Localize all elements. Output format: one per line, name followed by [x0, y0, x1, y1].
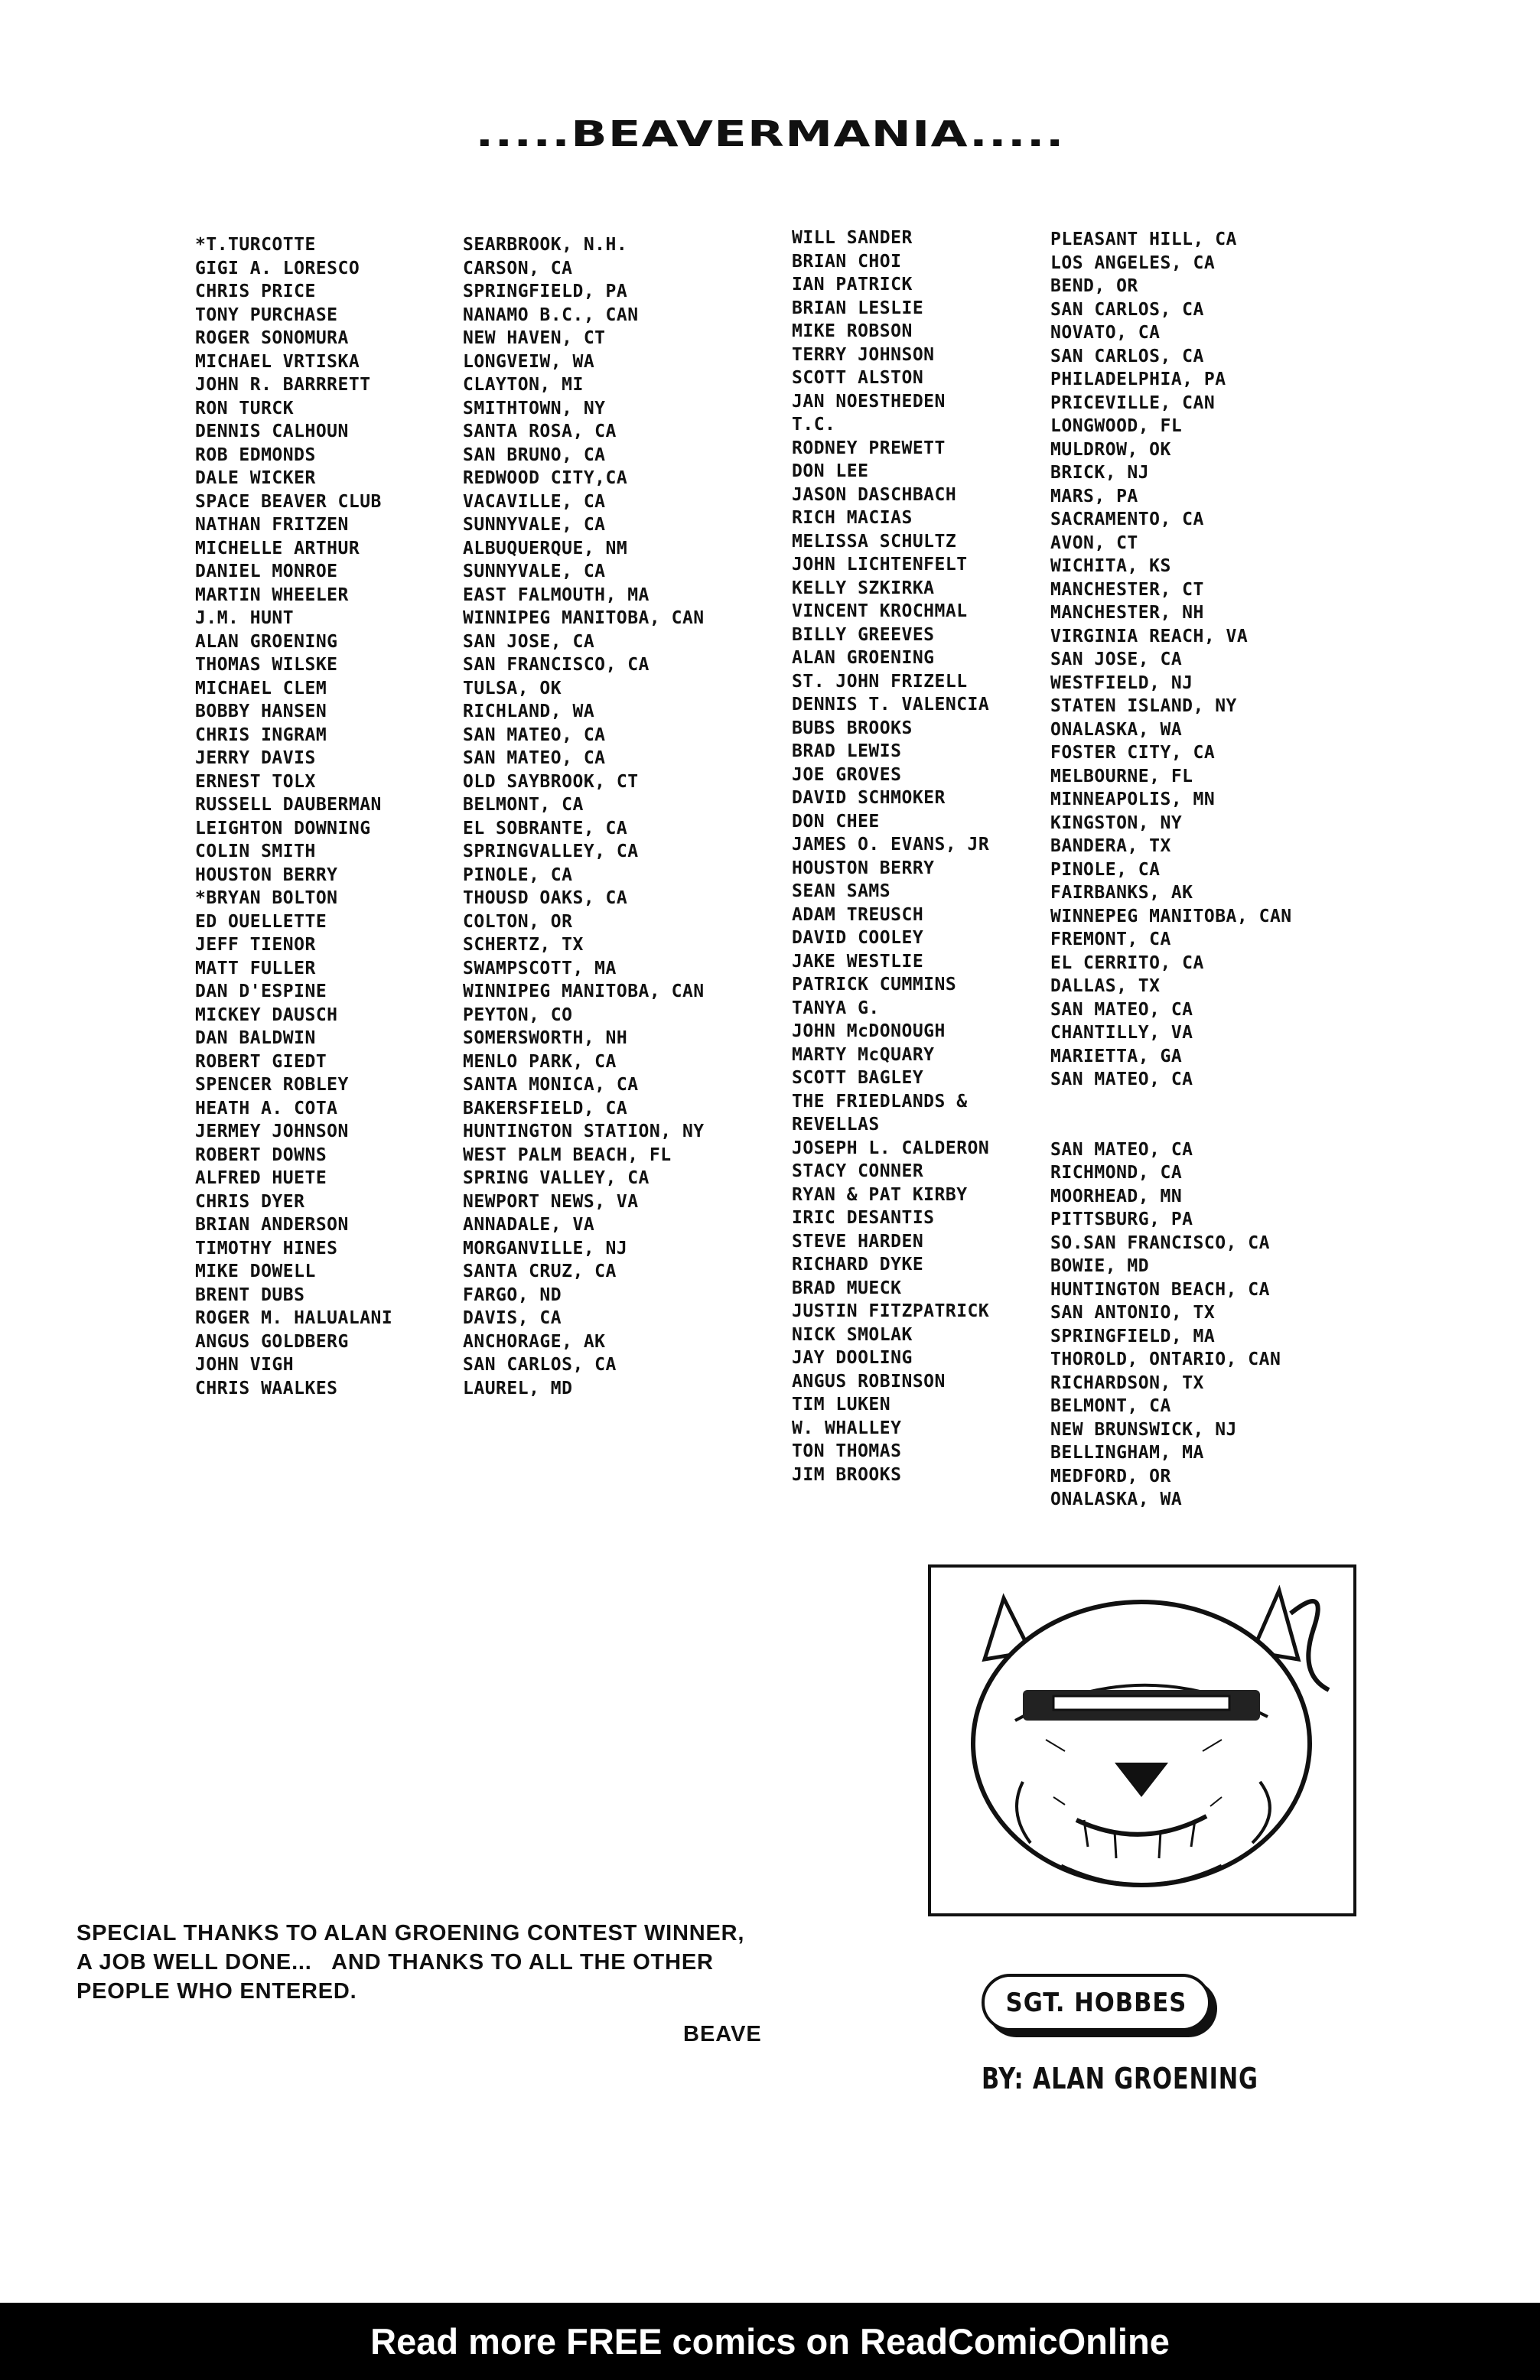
contestant-location: SANTA MONICA, CA: [463, 1075, 639, 1095]
contestant-location: THOUSD OAKS, CA: [463, 888, 628, 908]
contestant-location: SAN MATEO, CA: [463, 724, 606, 745]
contestant-name: RUSSELL DAUBERMAN: [195, 795, 382, 815]
contestant-location: WEST PALM BEACH, FL: [463, 1144, 672, 1165]
thanks-line: SPECIAL THANKS TO ALAN GROENING CONTEST WINNER,: [77, 1921, 745, 1945]
contestant-location: MOORHEAD, MN: [1050, 1186, 1183, 1206]
contestant-location: CHANTILLY, VA: [1050, 1023, 1193, 1043]
contestant-location: ALBUQUERQUE, NM: [463, 538, 628, 558]
contestant-location: CLAYTON, MI: [463, 375, 584, 395]
contestant-location: TULSA, OK: [463, 678, 562, 698]
contestant-name: JAY DOOLING: [792, 1348, 913, 1368]
contestant-name: DAN D'ESPINE: [195, 982, 327, 1001]
contestant-location: RICHARDSON, TX: [1050, 1372, 1204, 1393]
contestant-name: MIKE DOWELL: [195, 1262, 316, 1281]
contestant-location: SAN JOSE, CA: [463, 631, 595, 652]
contestant-location: KINGSTON, NY: [1050, 812, 1183, 833]
contestant-name: ST. JOHN FRIZELL: [792, 671, 968, 692]
contestant-name: CHRIS INGRAM: [195, 724, 327, 745]
contestant-name: KELLY SZKIRKA: [792, 578, 935, 598]
contestant-name: DON LEE: [792, 461, 869, 481]
contestant-name: TIM LUKEN: [792, 1395, 891, 1415]
page-title: .....BEAVERMANIA.....: [475, 113, 1065, 155]
contestant-location: FREMONT, CA: [1050, 930, 1171, 949]
contestant-location: WINNIPEG MANITOBA, CAN: [463, 608, 705, 628]
contestant-location: SAN CARLOS, CA: [1050, 346, 1204, 366]
contestant-name: CHRIS PRICE: [195, 282, 316, 301]
contestant-name: JOE GROVES: [792, 764, 902, 785]
contestant-location: [1050, 1092, 1292, 1115]
contestant-name: ROGER M. HALUALANI: [195, 1308, 393, 1328]
contestant-name: ANGUS GOLDBERG: [195, 1331, 349, 1352]
contestant-name: VINCENT KROCHMAL: [792, 601, 968, 621]
contestant-name: JERRY DAVIS: [195, 748, 316, 768]
contestant-location: SPRINGVALLEY, CA: [463, 842, 639, 861]
contestant-location: EAST FALMOUTH, MA: [463, 584, 650, 605]
contestant-location: BANDERA, TX: [1050, 836, 1171, 856]
contestant-location: MINNEAPOLIS, MN: [1050, 790, 1216, 809]
contestant-location: NEW BRUNSWICK, NJ: [1050, 1419, 1237, 1440]
contestant-location: DALLAS, TX: [1050, 976, 1161, 996]
contestant-name: IAN PATRICK: [792, 275, 913, 295]
contestant-name: REVELLAS: [792, 1115, 880, 1135]
contestant-name: BOBBY HANSEN: [195, 702, 327, 721]
contestant-name: JUSTIN FITZPATRICK: [792, 1301, 990, 1321]
contestant-location: VACAVILLE, CA: [463, 491, 606, 512]
contestant-name: DALE WICKER: [195, 468, 316, 488]
contestant-location: PITTSBURG, PA: [1050, 1210, 1193, 1229]
contestant-name: HOUSTON BERRY: [792, 858, 935, 878]
contestant-location: FARGO, ND: [463, 1284, 562, 1305]
contestant-name: BRAD LEWIS: [792, 741, 902, 761]
contestant-name: STEVE HARDEN: [792, 1231, 924, 1252]
contestant-name: IRIC DESANTIS: [792, 1208, 935, 1228]
contestant-location: SPRING VALLEY, CA: [463, 1168, 650, 1188]
contestant-name: CHRIS DYER: [195, 1191, 305, 1212]
contestant-name: TON THOMAS: [792, 1441, 902, 1461]
contestant-location: HUNTINGTON BEACH, CA: [1050, 1279, 1270, 1300]
contestant-name: JAMES O. EVANS, JR: [792, 835, 990, 855]
contestant-location: ONALASKA, WA: [1050, 1490, 1183, 1509]
thanks-line: A JOB WELL DONE... AND THANKS TO ALL THE OTHER: [77, 1950, 714, 1975]
names-column-left: [195, 233, 392, 1400]
contestant-location: STATEN ISLAND, NY: [1050, 696, 1237, 716]
contestant-location: WINNIPEG MANITOBA, CAN: [463, 982, 705, 1001]
contestant-location: ONALASKA, WA: [1050, 719, 1183, 740]
contestant-location: MARS, PA: [1050, 486, 1138, 506]
contestant-location: MEDFORD, OR: [1050, 1466, 1171, 1486]
contestant-location: SAN FRANCISCO, CA: [463, 655, 650, 675]
contestant-location: FOSTER CITY, CA: [1050, 743, 1216, 763]
contestant-location: SANTA ROSA, CA: [463, 422, 617, 441]
contestant-location: MORGANVILLE, NJ: [463, 1238, 628, 1258]
contestant-location: LONGVEIW, WA: [463, 351, 595, 372]
contestant-name: ED OUELLETTE: [195, 911, 327, 932]
contestant-name: BRENT DUBS: [195, 1284, 305, 1305]
contestant-location: EL SOBRANTE, CA: [463, 818, 628, 838]
contestant-name: MIKE ROBSON: [792, 321, 913, 341]
contestant-name: RYAN & PAT KIRBY: [792, 1184, 968, 1205]
contestant-location: NOVATO, CA: [1050, 323, 1161, 343]
contestant-name: ROBERT GIEDT: [195, 1051, 327, 1072]
contestant-location: WINNEPEG MANITOBA, CAN: [1050, 906, 1292, 926]
contestant-name: TONY PURCHASE: [195, 304, 338, 325]
contestant-name: *BRYAN BOLTON: [195, 888, 338, 908]
contestant-name: RODNEY PREWETT: [792, 438, 946, 458]
contestant-location: LONGWOOD, FL: [1050, 416, 1183, 436]
contestant-location: BELLINGHAM, MA: [1050, 1443, 1204, 1463]
contestant-name: HOUSTON BERRY: [195, 864, 338, 885]
contestant-name: WILL SANDER: [792, 228, 913, 248]
contestant-location: [1050, 1115, 1292, 1138]
contestant-location: THOROLD, ONTARIO, CAN: [1050, 1350, 1281, 1369]
contestant-location: SMITHTOWN, NY: [463, 398, 606, 418]
contestant-location: REDWOOD CITY,CA: [463, 468, 628, 488]
contestant-name: MELISSA SCHULTZ: [792, 531, 957, 552]
contestant-location: RICHMOND, CA: [1050, 1163, 1183, 1183]
names-column-right: [792, 226, 989, 1486]
contestant-name: ANGUS ROBINSON: [792, 1371, 946, 1392]
contestant-location: SWAMPSCOTT, MA: [463, 958, 617, 978]
contestant-name: CHRIS WAALKES: [195, 1378, 338, 1398]
contestant-location: PEYTON, CO: [463, 1004, 573, 1025]
contestant-name: J.M. HUNT: [195, 608, 295, 628]
contestant-location: BELMONT, CA: [1050, 1396, 1171, 1416]
contestant-location: PLEASANT HILL, CA: [1050, 230, 1237, 249]
contestant-location: MANCHESTER, CT: [1050, 579, 1204, 600]
contestant-location: BAKERSFIELD, CA: [463, 1098, 628, 1118]
contestant-location: SAN MATEO, CA: [1050, 1070, 1193, 1089]
contestant-location: MENLO PARK, CA: [463, 1051, 617, 1072]
contestant-location: SAN CARLOS, CA: [463, 1355, 617, 1375]
contestant-location: SUNNYVALE, CA: [463, 562, 606, 581]
contestant-name: THE FRIEDLANDS &: [792, 1091, 968, 1112]
contestant-name: JOHN VIGH: [195, 1355, 295, 1375]
sgt-hobbes-illustration: [928, 1564, 1356, 1916]
contestant-name: NATHAN FRITZEN: [195, 515, 349, 535]
contestant-location: BEND, OR: [1050, 276, 1138, 296]
beaver-face-drawing: [931, 1568, 1353, 1913]
contestant-location: MARIETTA, GA: [1050, 1046, 1183, 1066]
contestant-location: PRICEVILLE, CAN: [1050, 392, 1216, 413]
contestant-location: OLD SAYBROOK, CT: [463, 771, 639, 792]
contestant-name: ROBERT DOWNS: [195, 1144, 327, 1165]
contestant-location: MELBOURNE, FL: [1050, 766, 1193, 786]
contestant-name: ALAN GROENING: [195, 631, 338, 652]
special-thanks-note: [77, 1919, 918, 2006]
contestant-location: BELMONT, CA: [463, 795, 584, 815]
contestant-location: SEARBROOK, N.H.: [463, 235, 628, 255]
contestant-name: ALAN GROENING: [792, 648, 935, 668]
contestant-name: MATT FULLER: [195, 958, 316, 978]
contestant-name: JOSEPH L. CALDERON: [792, 1138, 990, 1158]
contestant-name: ROB EDMONDS: [195, 444, 316, 465]
contestant-location: NEW HAVEN, CT: [463, 328, 606, 348]
contestant-location: PINOLE, CA: [1050, 859, 1161, 880]
contestant-name: BRIAN LESLIE: [792, 298, 924, 318]
contestant-name: DAVID SCHMOKER: [792, 788, 946, 808]
contestant-location: SOMERSWORTH, NH: [463, 1028, 628, 1048]
contestant-location: SAN MATEO, CA: [1050, 999, 1193, 1020]
contestant-name: JAKE WESTLIE: [792, 951, 924, 972]
contestant-name: DENNIS CALHOUN: [195, 422, 349, 441]
footer-banner[interactable]: Read more FREE comics on ReadComicOnline: [0, 2303, 1540, 2380]
contestant-name: MARTY McQUARY: [792, 1044, 935, 1065]
contestant-name: SCOTT ALSTON: [792, 368, 924, 388]
contestant-name: BRAD MUECK: [792, 1278, 902, 1298]
contestant-name: DON CHEE: [792, 811, 880, 832]
contestant-name: DANIEL MONROE: [195, 562, 338, 581]
contestant-location: SPRINGFIELD, PA: [463, 282, 628, 301]
contestant-name: THOMAS WILSKE: [195, 655, 338, 675]
contestant-location: SANTA CRUZ, CA: [463, 1262, 617, 1281]
contestant-name: DAN BALDWIN: [195, 1028, 316, 1048]
contestant-name: JIM BROOKS: [792, 1464, 902, 1485]
contestant-location: PINOLE, CA: [463, 864, 573, 885]
contestant-location: EL CERRITO, CA: [1050, 952, 1204, 973]
contestant-name: JOHN LICHTENFELT: [792, 555, 968, 575]
contestant-location: VIRGINIA REACH, VA: [1050, 626, 1249, 646]
contestant-name: JEFF TIENOR: [195, 935, 316, 955]
contestant-name: MARTIN WHEELER: [195, 584, 349, 605]
contestant-name: NICK SMOLAK: [792, 1324, 913, 1345]
contestant-name: ADAM TREUSCH: [792, 904, 924, 925]
contestant-name: ERNEST TOLX: [195, 771, 316, 792]
contestant-name: DAVID COOLEY: [792, 928, 924, 948]
contestant-location: ANNADALE, VA: [463, 1215, 595, 1235]
thanks-line: PEOPLE WHO ENTERED.: [77, 1979, 357, 2004]
contestant-location: ANCHORAGE, AK: [463, 1331, 606, 1352]
contestant-name: BRIAN ANDERSON: [195, 1215, 349, 1235]
contestant-name: SCOTT BAGLEY: [792, 1068, 924, 1088]
contestant-name: TANYA G.: [792, 998, 880, 1018]
contestant-location: LOS ANGELES, CA: [1050, 252, 1216, 273]
contestant-location: SUNNYVALE, CA: [463, 515, 606, 535]
contestant-name: BRIAN CHOI: [792, 251, 902, 272]
contestant-name: MICHAEL VRTISKA: [195, 351, 360, 372]
contestant-name: MICHELLE ARTHUR: [195, 538, 360, 558]
contestant-location: AVON, CT: [1050, 532, 1138, 553]
contestant-location: NANAMO B.C., CAN: [463, 304, 639, 325]
contestant-name: TERRY JOHNSON: [792, 344, 935, 365]
contestant-name: RICHARD DYKE: [792, 1255, 924, 1275]
places-column-right: [1050, 228, 1292, 1512]
contestant-name: SPENCER ROBLEY: [195, 1075, 349, 1095]
contestant-name: MICKEY DAUSCH: [195, 1004, 338, 1025]
contestant-location: SAN JOSE, CA: [1050, 650, 1183, 669]
contestant-location: PHILADELPHIA, PA: [1050, 370, 1226, 389]
contestant-name: STACY CONNER: [792, 1161, 924, 1181]
contestant-name: ALFRED HUETE: [195, 1168, 327, 1188]
contestant-location: NEWPORT NEWS, VA: [463, 1191, 639, 1212]
contestant-name: LEIGHTON DOWNING: [195, 818, 371, 838]
contestant-location: SAN ANTONIO, TX: [1050, 1303, 1216, 1323]
character-name-badge: SGT. HOBBES: [982, 1974, 1211, 2031]
contestant-location: WESTFIELD, NJ: [1050, 672, 1193, 693]
contestant-name: COLIN SMITH: [195, 842, 316, 861]
signature: BEAVE: [683, 2022, 762, 2046]
contestant-location: WICHITA, KS: [1050, 556, 1171, 576]
contestant-name: JOHN R. BARRRETT: [195, 375, 371, 395]
contestant-name: T.C.: [792, 415, 836, 435]
contestant-location: SAN MATEO, CA: [1050, 1139, 1193, 1160]
contestant-location: HUNTINGTON STATION, NY: [463, 1122, 705, 1141]
contestant-name: BUBS BROOKS: [792, 718, 913, 738]
contestant-name: W. WHALLEY: [792, 1418, 902, 1438]
contestant-name: GIGI A. LORESCO: [195, 258, 360, 278]
contestant-location: LAUREL, MD: [463, 1378, 573, 1398]
contestant-location: SAN CARLOS, CA: [1050, 299, 1204, 320]
contestant-name: JOHN McDONOUGH: [792, 1021, 946, 1041]
contestant-name: SEAN SAMS: [792, 881, 891, 901]
places-column-left: [463, 233, 705, 1400]
contestant-name: JAN NOESTHEDEN: [792, 391, 946, 412]
contestant-location: BRICK, NJ: [1050, 463, 1150, 483]
contestant-name: MICHAEL CLEM: [195, 678, 327, 698]
contestant-location: RICHLAND, WA: [463, 702, 595, 721]
contestant-name: RICH MACIAS: [792, 508, 913, 528]
contestant-location: MULDROW, OK: [1050, 439, 1171, 460]
contestant-name: HEATH A. COTA: [195, 1098, 338, 1118]
contestant-location: SACRAMENTO, CA: [1050, 510, 1204, 529]
contestant-location: MANCHESTER, NH: [1050, 603, 1204, 623]
contestant-name: *T.TURCOTTE: [195, 235, 316, 255]
contestant-location: COLTON, OR: [463, 911, 573, 932]
contestant-name: RON TURCK: [195, 398, 295, 418]
contestant-location: SAN MATEO, CA: [463, 748, 606, 768]
contestant-name: ROGER SONOMURA: [195, 328, 349, 348]
contestant-name: SPACE BEAVER CLUB: [195, 491, 382, 512]
contestant-location: DAVIS, CA: [463, 1308, 562, 1328]
contestant-location: SAN BRUNO, CA: [463, 444, 606, 465]
contestant-location: SO.SAN FRANCISCO, CA: [1050, 1232, 1270, 1253]
contestant-location: SCHERTZ, TX: [463, 935, 584, 955]
contestant-location: BOWIE, MD: [1050, 1256, 1150, 1276]
contestant-name: PATRICK CUMMINS: [792, 975, 957, 995]
contestant-name: TIMOTHY HINES: [195, 1238, 338, 1258]
contestant-location: SPRINGFIELD, MA: [1050, 1326, 1216, 1346]
contestant-location: FAIRBANKS, AK: [1050, 883, 1193, 903]
contestant-name: JASON DASCHBACH: [792, 484, 957, 505]
contestant-name: DENNIS T. VALENCIA: [792, 695, 990, 715]
contestant-name: JERMEY JOHNSON: [195, 1122, 349, 1141]
artist-byline: BY: ALAN GROENING: [982, 2062, 1258, 2095]
contestant-name: BILLY GREEVES: [792, 624, 935, 645]
contestant-location: CARSON, CA: [463, 258, 573, 278]
